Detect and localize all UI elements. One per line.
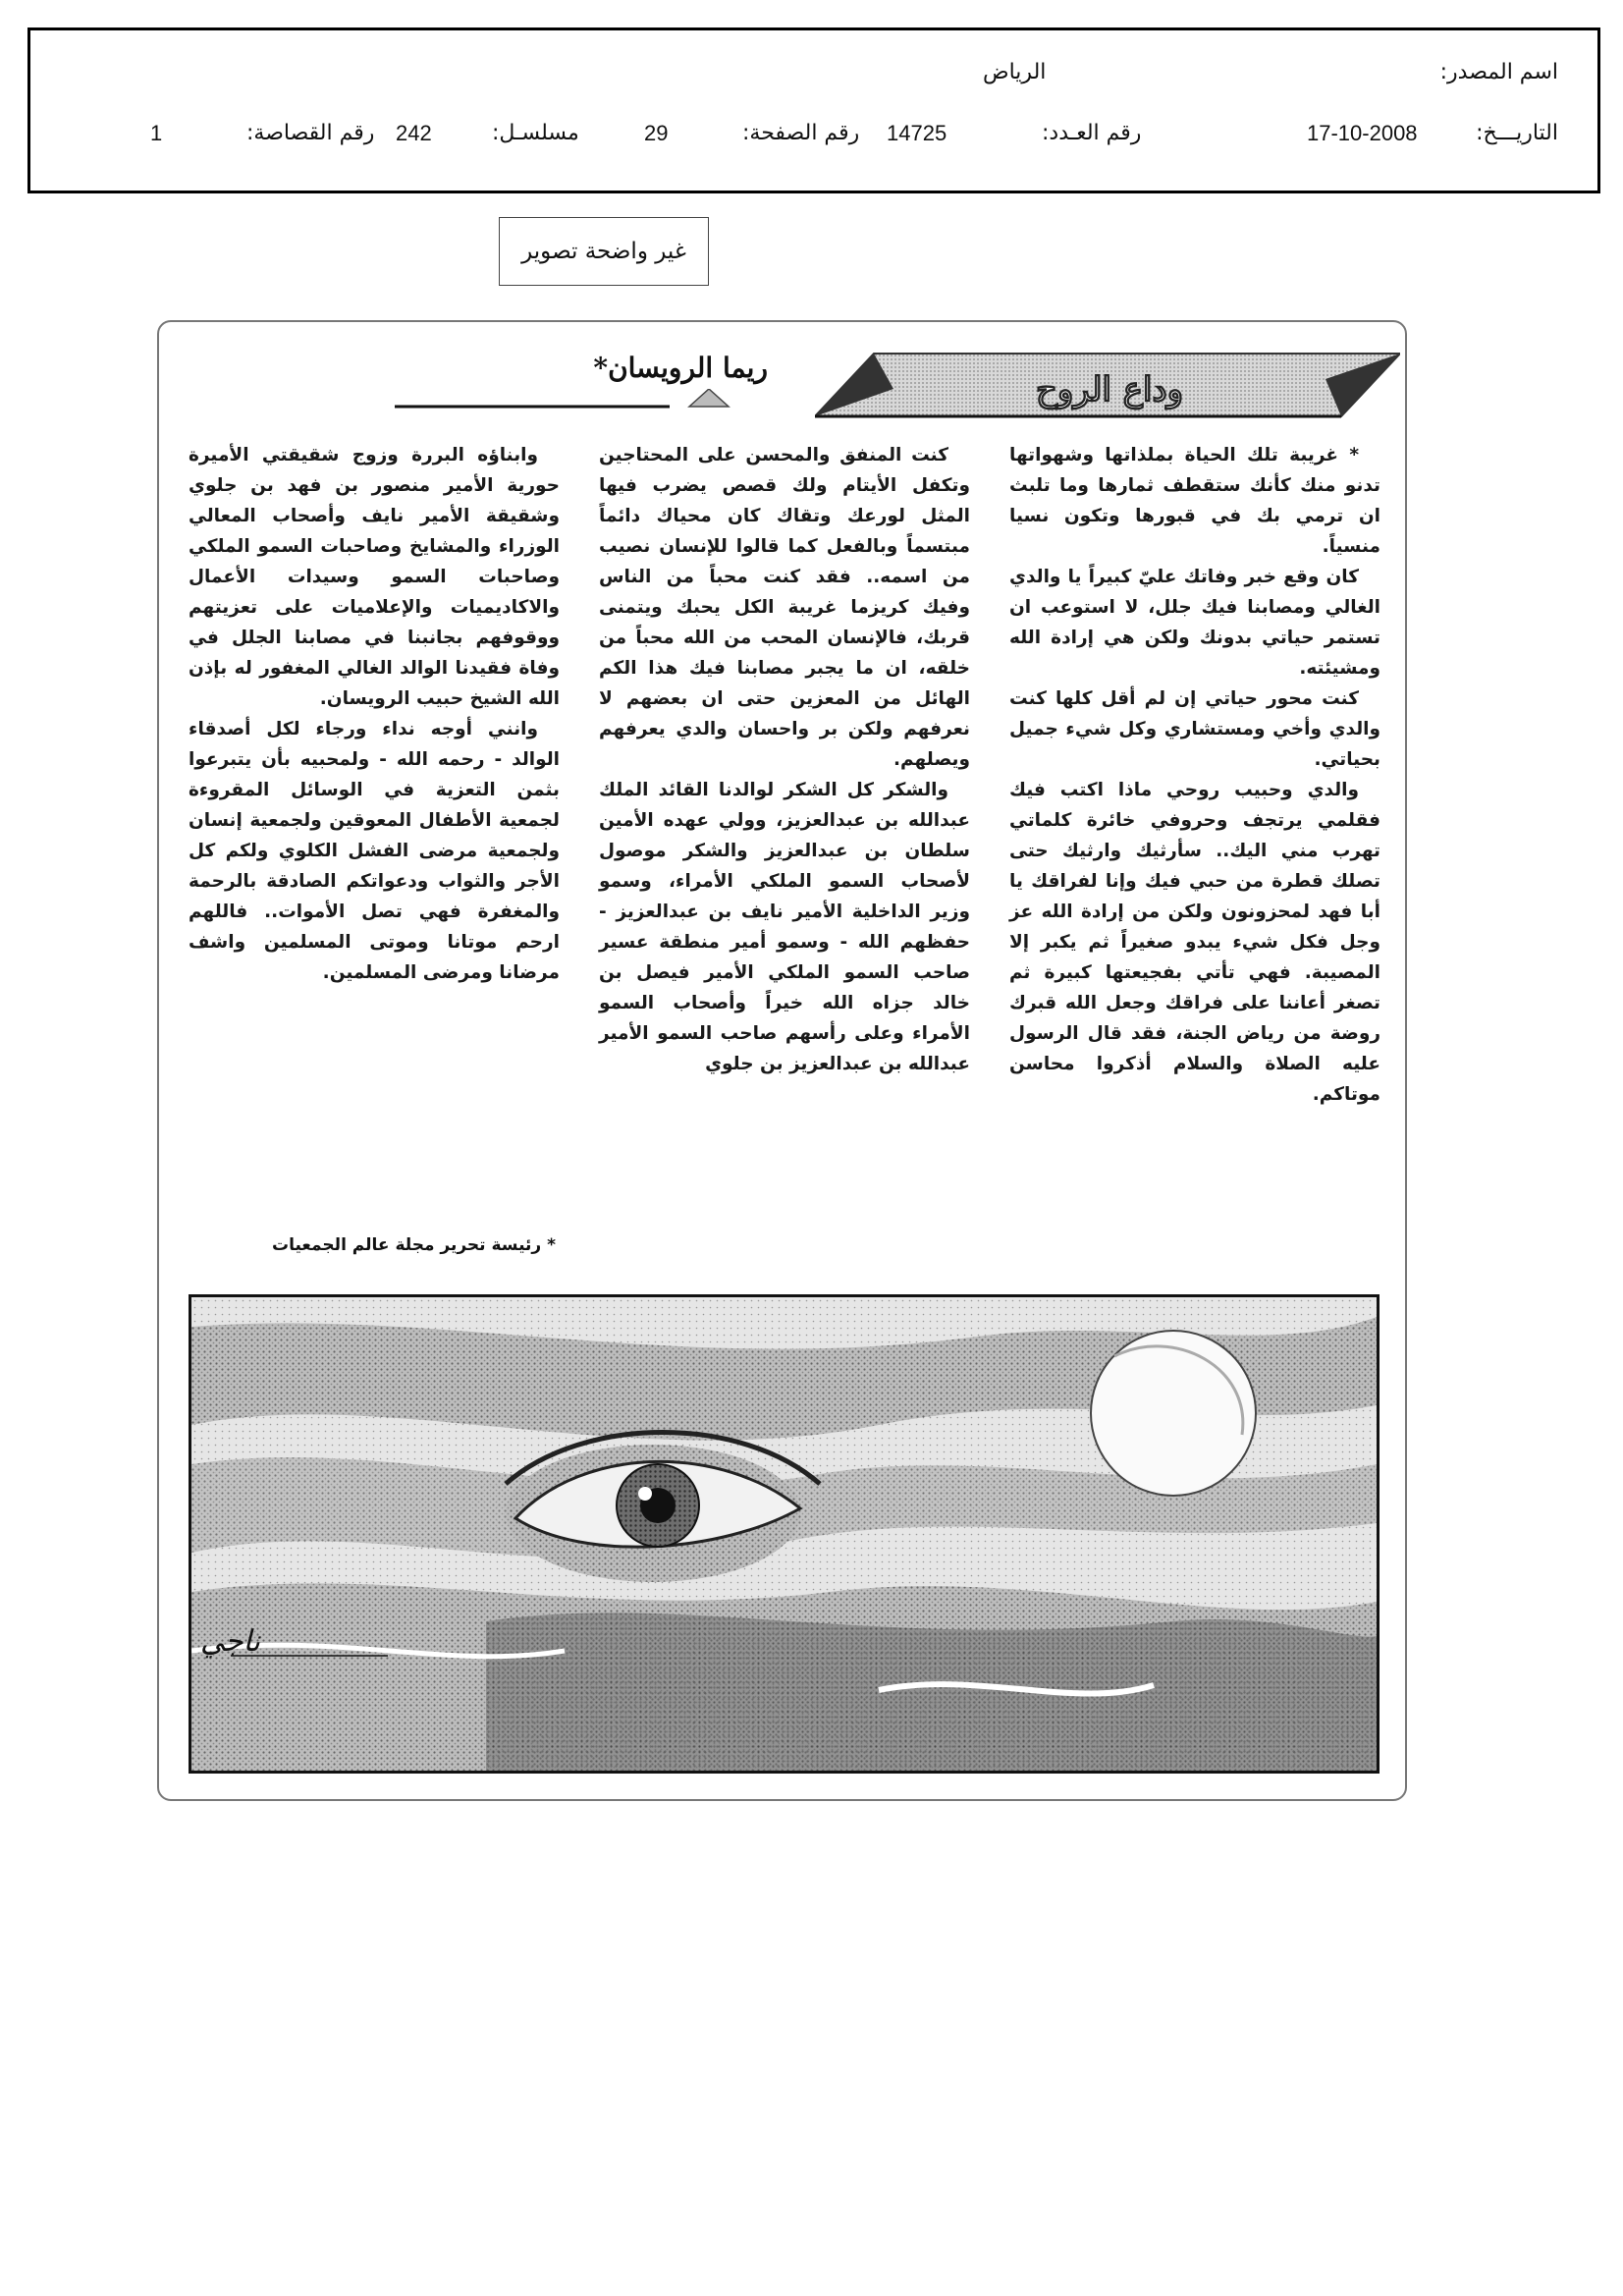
- author-footnote: * رئيسة تحرير مجلة عالم الجمعيات: [272, 1235, 556, 1255]
- author-block: [365, 352, 768, 410]
- article-column-2: [599, 440, 970, 1079]
- date-value: 17-10-2008: [1307, 121, 1418, 145]
- col1-paragraph: كان وقع خبر وفاتك عليّ كبيراً يا والدي الغالي ومصابنا فيك جلل، لا استوعب ان تستمر حياتي بدونك ولكن هي إرادة الله ومشيئته.: [1009, 567, 1380, 679]
- author-name: ريما الرويسان*: [593, 352, 768, 384]
- banner-title: وداع الروح: [1035, 370, 1184, 410]
- article-column-3: [189, 440, 560, 988]
- newspaper-clipping: [157, 320, 1407, 1801]
- page-label: رقم الصفحة:: [742, 121, 860, 145]
- col1-paragraph: والدي وحبيب روحي ماذا اكتب فيك فقلمي يرتجف وحروفي خائرة كلماتي تهرب مني اليك.. سأرثيك وارثيك حتى تصلك قطرة من حبي فيك وإنا لفراقك يا أبا فهد لمحزونون ولكن من إرادة الله عز وجل فكل شيء يبدو صغيراً ثم يكبر إلا المصيبة. فهي تأتي بفجيعتها كبيرة ثم تصغر أعاننا على فراقك وجعل الله قبرك روضة من رياض الجنة، فقد قال الرسول عليه الصلاة والسلام أذكروا محاسن موتاكم.: [1009, 780, 1380, 1105]
- col2-paragraph: كنت المنفق والمحسن على المحتاجين وتكفل الأيتام ولك قصص يضرب فيها المثل لورعك وتقاك كان محياك دائماً مبتسماً وبالفعل كما قالوا للإنسان نصيب من اسمه.. فقد كنت محباً من الناس وفيك كريزما غريبة الكل يحبك ويتمنى قربك، فالإنسان المحب من الله محباً من خلقه، ان ما يجبر مصابنا فيك هذا الكم الهائل من المعزين حتى ان بعضهم لا نعرفهم ولكن بر واحسان والدي يعرفهم ويصلهم.: [599, 445, 970, 770]
- column-banner-graphic: [815, 350, 1400, 418]
- date-label: التاريـــخ:: [1476, 121, 1558, 145]
- author-underline-graphic: [395, 389, 748, 410]
- source-value: الرياض: [983, 60, 1047, 84]
- clip-value: 1: [150, 121, 163, 145]
- serial-value: 242: [396, 121, 432, 145]
- col3-paragraph: وابناؤه البررة وزوج شقيقتي الأميرة حورية الأمير منصور بن فهد بن جلوي وشقيقة الأمير نايف وأصحاب المعالي الوزراء والمشايخ وصاحبات السمو الملكي وصاحبات السمو وسيدات الأعمال والاكاديميات والإعلاميات على تعزيتهم ووقوفهم بجانبنا في مصابنا الجلل في وفاة فقيدنا الوالد الغالي المغفور له بإذن الله الشيخ حبيب الرويسان.: [189, 445, 560, 709]
- issue-label: رقم العـدد:: [1042, 121, 1142, 145]
- article-illustration: [189, 1294, 1380, 1774]
- metadata-header-box: [27, 27, 1600, 193]
- illustrator-signature: ناجي: [199, 1624, 260, 1659]
- col1-paragraph: كنت محور حياتي إن لم أقل كلها كنت والدي وأخي ومستشاري وكل شيء جميل بحياتي.: [1009, 688, 1380, 770]
- eye-moon-illustration-image: [191, 1297, 1377, 1771]
- col2-paragraph: والشكر كل الشكر لوالدنا القائد الملك عبدالله بن عبدالعزيز، وولي عهده الأمين سلطان بن عبدالعزيز والشكر موصول لأصحاب السمو الملكي الأمراء، وسمو وزير الداخلية الأمير نايف بن عبدالعزيز - حفظهم الله - وسمو أمير منطقة عسير صاحب السمو الملكي الأمير فيصل بن خالد جزاه الله خيراً وأصحاب السمو الأمراء وعلى رأسهم صاحب السمو الأمير عبدالله بن عبدالعزيز بن جلوي: [599, 780, 970, 1074]
- clip-label: رقم القصاصة:: [246, 121, 375, 145]
- source-label: اسم المصدر:: [1439, 60, 1558, 84]
- article-column-1: [1009, 440, 1380, 1110]
- serial-label: مسلسـل:: [492, 121, 579, 145]
- unclear-copy-note: غير واضحة تصوير: [499, 217, 709, 286]
- page-value: 29: [644, 121, 669, 145]
- col1-paragraph: * غريبة تلك الحياة بملذاتها وشهواتها تدنو منك كأنك ستقطف ثمارها وما تلبث ان ترمي بك في قبورها وتكون نسيا منسياً.: [1009, 445, 1380, 557]
- issue-value: 14725: [887, 121, 947, 145]
- col3-paragraph: وانني أوجه نداء ورجاء لكل أصدقاء الوالد - رحمه الله - ولمحبيه بأن يتبرعوا بثمن التعزية في الوسائل المقروءة لجمعية الأطفال المعوقين ولجمعية إنسان ولجمعية مرضى الفشل الكلوي ولكم كل الأجر والثواب ودعواتكم الصادقة بالرحمة والمغفرة فهي تصل الأموات.. فاللهم ارحم موتانا وموتى المسلمين واشف مرضانا ومرضى المسلمين.: [189, 719, 560, 983]
